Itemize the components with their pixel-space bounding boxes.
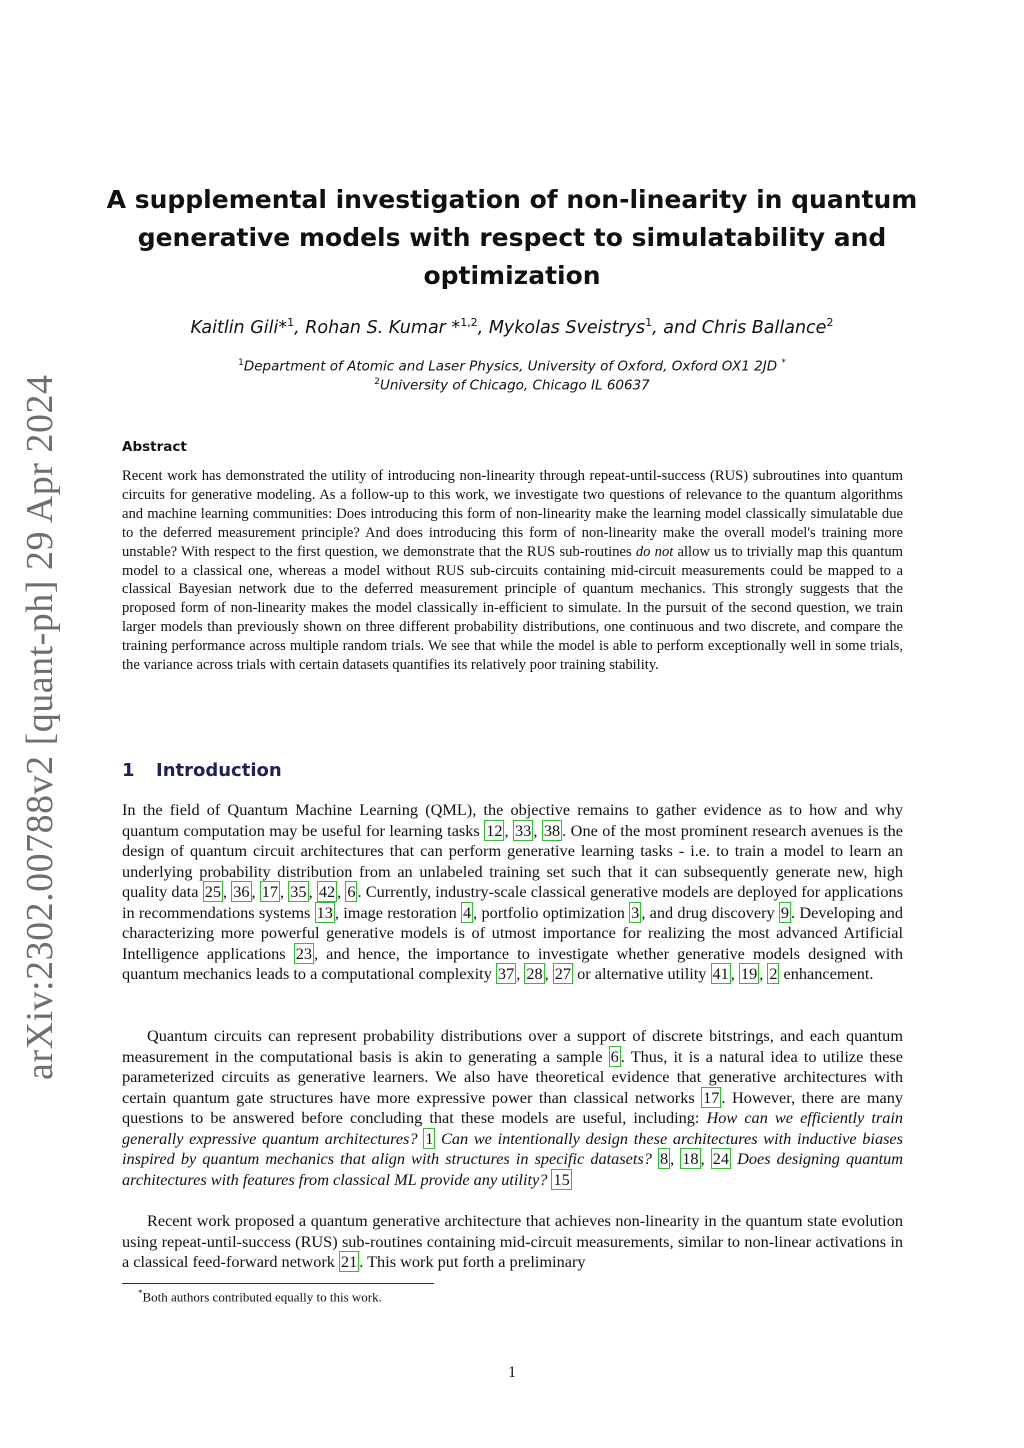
citation-link[interactable]: 38 [543, 820, 561, 840]
author-name: , Rohan S. Kumar * [294, 317, 461, 338]
title-line-1: A supplemental investigation of non-linearity in quantum [106, 185, 918, 214]
abstract-emphasis: do not [635, 543, 674, 560]
separator: , [700, 1149, 711, 1169]
separator: , [280, 882, 289, 902]
separator: , [544, 964, 553, 984]
citation-link[interactable]: 13 [316, 902, 333, 922]
research-question: Does designing quantum architectures with features from classical ML provide any utility? [122, 1149, 904, 1189]
footnote-text: Both authors contributed equally to this work. [142, 1289, 382, 1305]
citation-link[interactable]: 42 [318, 882, 336, 902]
body-text: . One of the most prominent research avenues is the design of quantum circuit architectures that can perform generative learning tasks - i.e. to train a model to learn an underlying probability distribution from an unlabeled training set such that it can subsequently generate new, high quality data [122, 820, 904, 902]
body-text: , portfolio optimization [473, 902, 630, 922]
citation-link[interactable]: 12 [486, 820, 503, 840]
citation-link[interactable]: 18 [682, 1149, 699, 1169]
arxiv-identifier-stamp: arXiv:2302.00788v2 [quant-ph] 29 Apr 2024 [19, 374, 61, 1080]
affiliation-number: 2 [374, 377, 380, 387]
body-text: , image restoration [334, 902, 462, 922]
citation-link[interactable]: 15 [553, 1169, 570, 1189]
affiliation-text: University of Chicago, Chicago IL 60637 [379, 377, 650, 394]
separator: , [504, 820, 514, 840]
body-text: Recent work proposed a quantum generative architecture that achieves non-linearity in the quantum state evolution using repeat-until-success (RUS) sub-routines containing mid-circuit measurements, similar to non-linear activations in a classical feed-forward network [122, 1211, 903, 1272]
body-text: or alternative utility [573, 964, 711, 984]
research-question: Can we intentionally design these architectures with inductive biases inspired by quantum mechanics that align with structures in specific datasets? [122, 1128, 903, 1169]
author-affiliation-mark: 1 [645, 316, 653, 329]
separator: , [533, 820, 542, 840]
separator: , [337, 882, 346, 902]
body-text: . Developing and characterizing more powerful generative models is of utmost importance for realizing the most advanced Artificial Intelligence applications [122, 902, 904, 963]
section-number: 1 [122, 760, 135, 781]
citation-link[interactable]: 37 [497, 964, 515, 984]
affiliation-2 [60, 377, 964, 394]
citation-link[interactable]: 4 [463, 902, 472, 922]
page-number: 1 [508, 1364, 516, 1381]
citation-link[interactable]: 25 [204, 882, 221, 902]
footnote [138, 1288, 382, 1305]
citation-link[interactable]: 33 [515, 820, 532, 840]
research-question: How can we efficiently train generally expressive quantum architectures? [122, 1108, 904, 1148]
body-text: . However, there are many questions to be answered before concluding that these models are useful, including: [122, 1087, 903, 1128]
separator: , [670, 1149, 681, 1169]
abstract-text [122, 467, 903, 675]
title-line-3: optimization [423, 261, 601, 290]
author-name: , and Chris Ballance [652, 317, 827, 338]
citation-link[interactable]: 24 [712, 1149, 729, 1169]
citation-link[interactable]: 28 [526, 964, 543, 984]
affiliation-number: 1 [238, 358, 244, 368]
citation-link[interactable]: 17 [703, 1087, 720, 1107]
citation-link[interactable]: 21 [340, 1252, 358, 1272]
author-name: Kaitlin Gili* [190, 317, 288, 338]
citation-link[interactable]: 9 [780, 902, 790, 922]
separator: , [759, 964, 768, 984]
citation-link[interactable]: 27 [554, 964, 572, 984]
affiliation-text: Department of Atomic and Laser Physics, University of Oxford, Oxford OX1 2JD [243, 358, 778, 375]
section-title: Introduction [156, 760, 282, 781]
citation-link[interactable]: 6 [610, 1046, 619, 1066]
body-text: , and drug discovery [641, 902, 779, 922]
abstract-heading: Abstract [122, 439, 187, 455]
author-affiliation-mark: 1 [287, 316, 295, 329]
separator: , [516, 964, 525, 984]
separator: , [308, 882, 317, 902]
body-text: Quantum circuits can represent probability distributions over a support of discrete bitstrings, and each quantum measurement in the computational basis is akin to generating a sample [122, 1026, 903, 1066]
citation-link[interactable]: 35 [290, 882, 307, 902]
citation-link[interactable]: 6 [347, 882, 356, 902]
citation-link[interactable]: 23 [295, 943, 312, 963]
body-text: . Thus, it is a natural idea to utilize these parameterized circuits as generative learners. We also have theoretical evidence that generative architectures with certain quantum gate structures have more expressive power than classical networks [122, 1046, 903, 1107]
author-name: , Mykolas Sveistrys [477, 317, 646, 338]
citation-link[interactable]: 19 [740, 964, 758, 984]
body-text: enhancement. [779, 964, 874, 984]
body-text: In the field of Quantum Machine Learning (QML), the objective remains to gather evidence as to how and why quantum computation may be useful for learning tasks [122, 800, 903, 840]
title-line-2: generative models with respect to simulatability and [137, 223, 887, 252]
body-text: . This work put forth a preliminary [359, 1252, 586, 1272]
section-heading-introduction [122, 760, 282, 781]
citation-link[interactable]: 17 [261, 882, 279, 902]
author-affiliation-mark: 2 [826, 316, 834, 329]
abstract-text-part: allow us to trivially map this quantum model to a classical one, whereas a model without RUS sub-circuits containing mid-circuit measurements could be mapped to a classical Bayesian network due to the deferred measurement principle of quantum mechanics. This strongly suggests that the proposed form of non-linearity makes the model classically in-efficient to simulate. In the pursuit of the second question, we train larger models than previously shown on three different probability distributions, one continuous and two discrete, and compare the training performance across multiple random trials. We see that while the model is able to perform exceptionally well in some trials, the variance across trials with certain datasets quantifies its relatively poor training stability. [122, 543, 904, 674]
author-affiliation-mark: 1,2 [460, 316, 478, 329]
footnote-marker[interactable]: * [781, 358, 786, 368]
citation-link[interactable]: 36 [233, 882, 250, 902]
citation-link[interactable]: 41 [712, 964, 729, 984]
paper-title [100, 181, 924, 295]
citation-link[interactable]: 8 [659, 1149, 669, 1169]
separator: , [251, 882, 260, 902]
citation-link[interactable]: 3 [631, 902, 640, 922]
citation-link[interactable]: 2 [769, 964, 778, 984]
intro-paragraph-2 [122, 1026, 903, 1190]
citation-link[interactable]: 1 [425, 1128, 434, 1148]
author-list [60, 316, 964, 338]
separator: , [222, 882, 232, 902]
affiliation-1 [60, 358, 964, 375]
footnote-mark: * [138, 1288, 143, 1298]
intro-paragraph-1 [122, 800, 903, 985]
intro-paragraph-3 [122, 1211, 903, 1273]
abstract-text-part: Recent work has demonstrated the utility of introducing non-linearity through repeat-until-success (RUS) subroutines into quantum circuits for generative modeling. As a follow-up to this work, we investigate two questions of relevance to the quantum algorithms and machine learning communities: Does introducing this form of non-linearity make the learning model classically simulatable due to the deferred measurement principle? And does introducing this form of non-linearity make the overall model's training more unstable? With respect to the first question, we demonstrate that the RUS sub-routines [122, 468, 903, 560]
body-text: . Currently, industry-scale classical generative models are deployed for applications in recommendations systems [122, 882, 904, 922]
footnote-divider [122, 1283, 434, 1284]
body-text: , and hence, the importance to investigate whether generative models designed with quantum mechanics leads to a computational complexity [122, 943, 903, 984]
separator: , [730, 964, 739, 984]
